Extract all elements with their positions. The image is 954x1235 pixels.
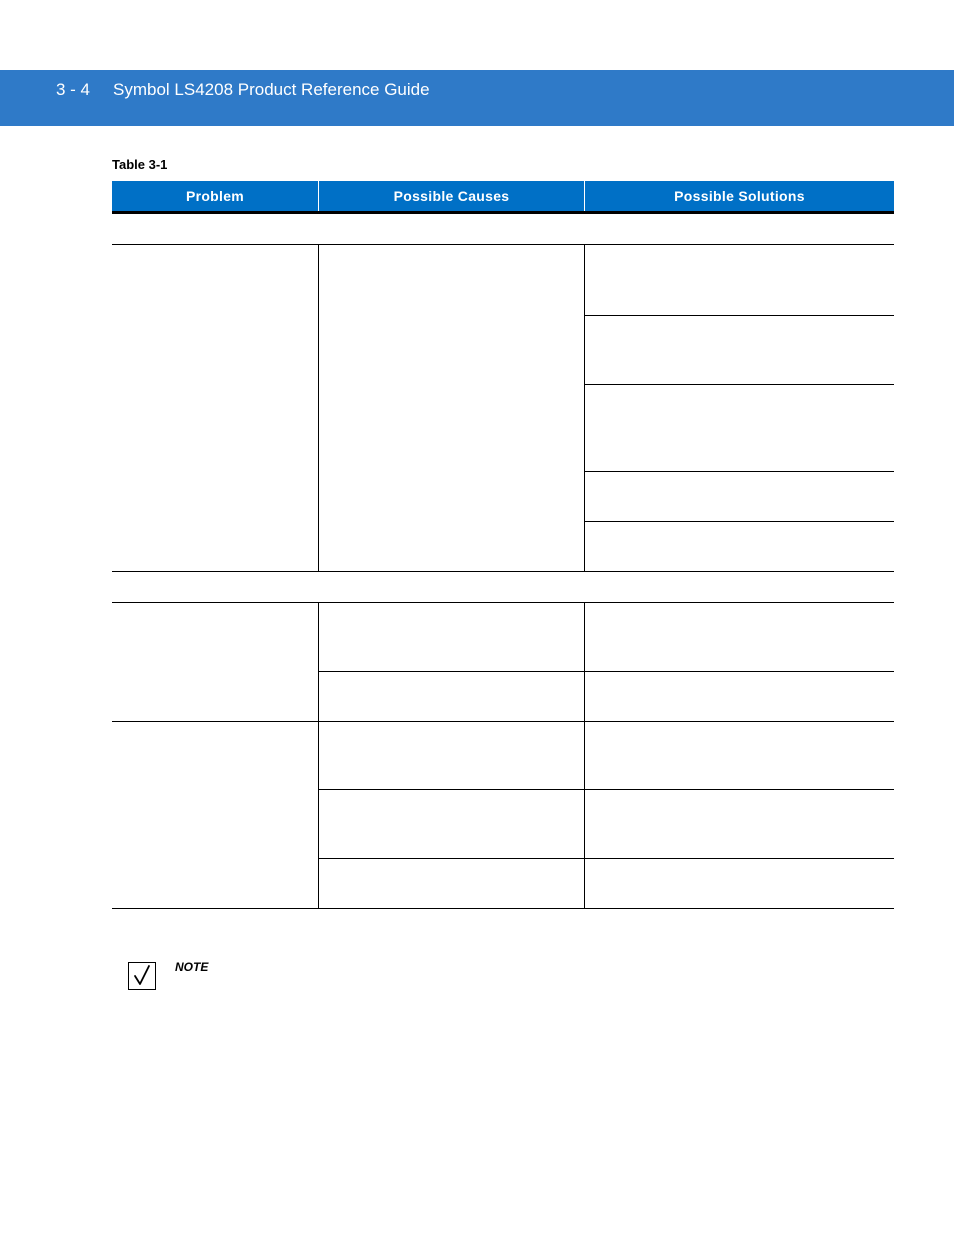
table-cell-divider xyxy=(584,384,894,385)
table-row-divider xyxy=(112,721,894,722)
column-header-possible-solutions: Possible Solutions xyxy=(674,188,805,204)
table-column-line xyxy=(318,244,319,572)
table-row-divider xyxy=(112,571,894,572)
table-column-line xyxy=(318,602,319,909)
table-row-divider xyxy=(112,602,894,603)
table-cell-divider xyxy=(318,671,894,672)
document-title: Symbol LS4208 Product Reference Guide xyxy=(113,80,430,99)
table-column-line xyxy=(584,244,585,572)
table-cell-divider xyxy=(584,315,894,316)
note-label: NOTE xyxy=(175,960,209,974)
note-box xyxy=(128,962,156,990)
table-row-divider xyxy=(112,908,894,909)
table-cell-divider xyxy=(584,521,894,522)
table-cell-divider xyxy=(584,471,894,472)
table-cell-divider xyxy=(318,858,894,859)
table-row-divider xyxy=(112,244,894,245)
column-header-possible-causes: Possible Causes xyxy=(393,188,510,204)
table-column-line xyxy=(584,602,585,909)
table-cell-divider xyxy=(318,789,894,790)
checkmark-icon xyxy=(129,963,155,989)
table-header-row xyxy=(112,181,894,214)
table-caption: Table 3-1 xyxy=(112,157,168,172)
column-header-problem: Problem xyxy=(185,188,245,204)
page-number: 3 - 4 xyxy=(56,80,91,99)
